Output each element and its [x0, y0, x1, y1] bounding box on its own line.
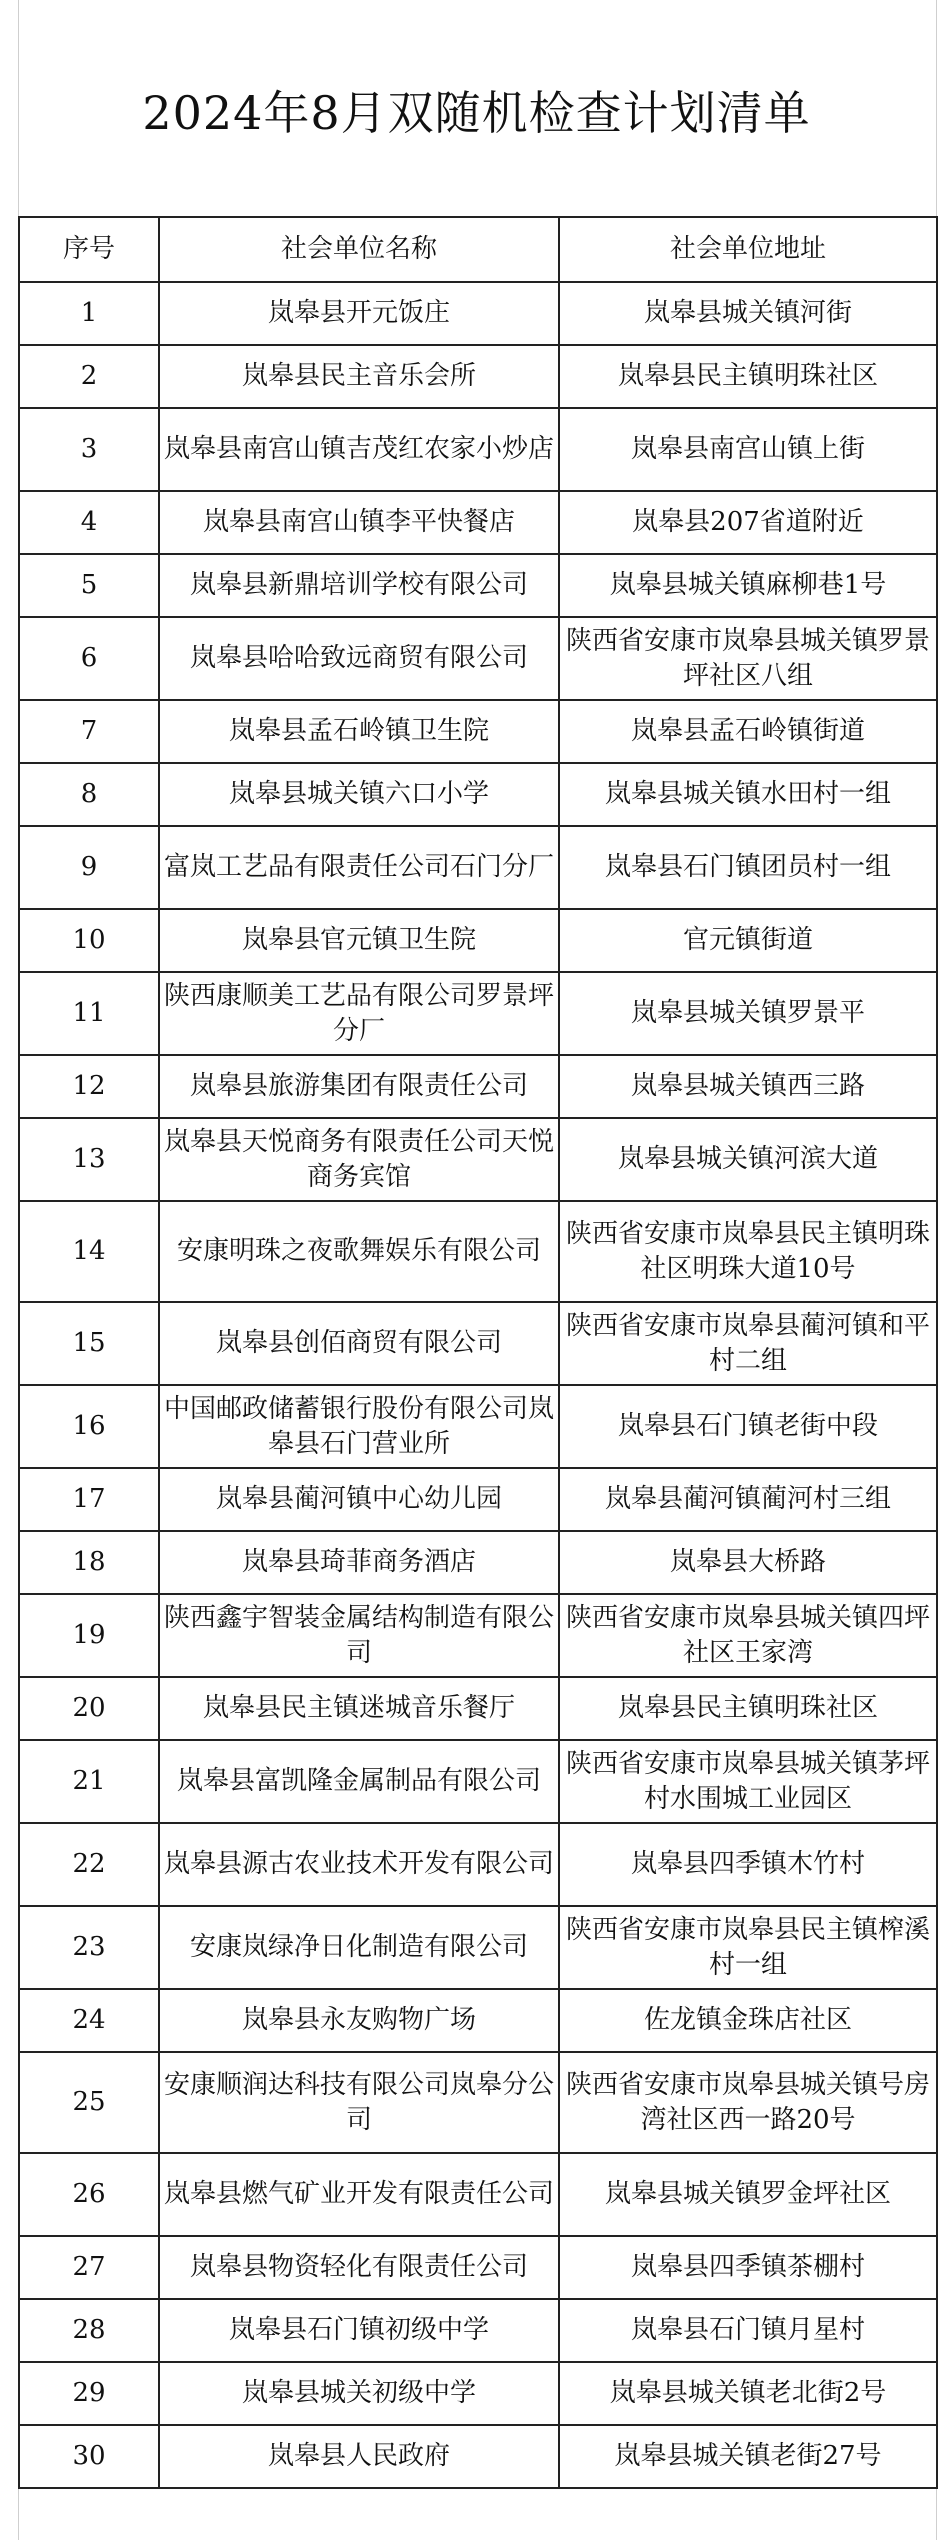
- cell-unit-name: 岚皋县城关镇六口小学: [159, 763, 559, 826]
- cell-unit-name: 岚皋县官元镇卫生院: [159, 909, 559, 972]
- cell-serial-number: 13: [19, 1118, 159, 1201]
- cell-unit-address: 岚皋县城关镇罗金坪社区: [559, 2153, 937, 2236]
- cell-serial-number: 16: [19, 1385, 159, 1468]
- cell-serial-number: 29: [19, 2362, 159, 2425]
- cell-unit-address: 陕西省安康市岚皋县城关镇四坪社区王家湾: [559, 1594, 937, 1677]
- cell-unit-address: 岚皋县四季镇茶棚村: [559, 2236, 937, 2299]
- table-row: [19, 1740, 937, 1823]
- table-row: [19, 408, 937, 491]
- cell-serial-number: 14: [19, 1201, 159, 1302]
- header-serial-number: 序号: [19, 217, 159, 282]
- cell-serial-number: 23: [19, 1906, 159, 1989]
- cell-serial-number: 7: [19, 700, 159, 763]
- table-body: [19, 282, 937, 2488]
- table-row: [19, 1201, 937, 1302]
- table-row: [19, 1468, 937, 1531]
- cell-unit-name: 岚皋县新鼎培训学校有限公司: [159, 554, 559, 617]
- cell-unit-address: 岚皋县孟石岭镇街道: [559, 700, 937, 763]
- inspection-plan-table: [18, 216, 938, 2489]
- cell-unit-name: 岚皋县石门镇初级中学: [159, 2299, 559, 2362]
- cell-unit-address: 岚皋县城关镇水田村一组: [559, 763, 937, 826]
- cell-unit-address: 官元镇街道: [559, 909, 937, 972]
- table-row: [19, 617, 937, 700]
- cell-unit-address: 岚皋县城关镇老北街2号: [559, 2362, 937, 2425]
- cell-serial-number: 27: [19, 2236, 159, 2299]
- table-row: [19, 763, 937, 826]
- cell-serial-number: 4: [19, 491, 159, 554]
- cell-unit-address: 岚皋县南宫山镇上街: [559, 408, 937, 491]
- cell-serial-number: 26: [19, 2153, 159, 2236]
- cell-serial-number: 6: [19, 617, 159, 700]
- cell-serial-number: 12: [19, 1055, 159, 1118]
- cell-unit-name: 岚皋县物资轻化有限责任公司: [159, 2236, 559, 2299]
- cell-unit-address: 岚皋县城关镇麻柳巷1号: [559, 554, 937, 617]
- cell-serial-number: 20: [19, 1677, 159, 1740]
- cell-unit-address: 岚皋县民主镇明珠社区: [559, 345, 937, 408]
- cell-unit-address: 陕西省安康市岚皋县城关镇罗景坪社区八组: [559, 617, 937, 700]
- cell-unit-address: 岚皋县石门镇老街中段: [559, 1385, 937, 1468]
- cell-unit-name: 富岚工艺品有限责任公司石门分厂: [159, 826, 559, 909]
- cell-serial-number: 9: [19, 826, 159, 909]
- cell-unit-address: 岚皋县城关镇老街27号: [559, 2425, 937, 2488]
- table-row: [19, 1594, 937, 1677]
- cell-unit-address: 岚皋县城关镇罗景平: [559, 972, 937, 1055]
- cell-unit-name: 岚皋县蔺河镇中心幼儿园: [159, 1468, 559, 1531]
- cell-unit-name: 岚皋县哈哈致远商贸有限公司: [159, 617, 559, 700]
- table-row: [19, 1989, 937, 2052]
- cell-serial-number: 22: [19, 1823, 159, 1906]
- cell-unit-name: 岚皋县孟石岭镇卫生院: [159, 700, 559, 763]
- cell-unit-name: 岚皋县开元饭庄: [159, 282, 559, 345]
- cell-unit-name: 岚皋县城关初级中学: [159, 2362, 559, 2425]
- table-row: [19, 909, 937, 972]
- cell-unit-name: 岚皋县人民政府: [159, 2425, 559, 2488]
- table-row: [19, 345, 937, 408]
- page-title: 2024年8月双随机检查计划清单: [142, 86, 811, 140]
- cell-serial-number: 5: [19, 554, 159, 617]
- cell-unit-name: 岚皋县燃气矿业开发有限责任公司: [159, 2153, 559, 2236]
- cell-serial-number: 1: [19, 282, 159, 345]
- cell-unit-address: 岚皋县蔺河镇蔺河村三组: [559, 1468, 937, 1531]
- table-row: [19, 700, 937, 763]
- cell-unit-address: 陕西省安康市岚皋县城关镇号房湾社区西一路20号: [559, 2052, 937, 2153]
- cell-unit-name: 岚皋县永友购物广场: [159, 1989, 559, 2052]
- cell-unit-name: 安康顺润达科技有限公司岚皋分公司: [159, 2052, 559, 2153]
- cell-serial-number: 10: [19, 909, 159, 972]
- cell-unit-address: 岚皋县四季镇木竹村: [559, 1823, 937, 1906]
- table-row: [19, 2362, 937, 2425]
- table-row: [19, 1302, 937, 1385]
- cell-unit-address: 岚皋县大桥路: [559, 1531, 937, 1594]
- cell-unit-address: 岚皋县石门镇月星村: [559, 2299, 937, 2362]
- cell-unit-name: 岚皋县源古农业技术开发有限公司: [159, 1823, 559, 1906]
- cell-serial-number: 2: [19, 345, 159, 408]
- cell-unit-name: 岚皋县创佰商贸有限公司: [159, 1302, 559, 1385]
- cell-serial-number: 30: [19, 2425, 159, 2488]
- cell-unit-name: 岚皋县民主镇迷城音乐餐厅: [159, 1677, 559, 1740]
- table-row: [19, 972, 937, 1055]
- cell-unit-address: 陕西省安康市岚皋县城关镇茅坪村水围城工业园区: [559, 1740, 937, 1823]
- table-row: [19, 554, 937, 617]
- table-row: [19, 1906, 937, 1989]
- cell-unit-name: 岚皋县民主音乐会所: [159, 345, 559, 408]
- cell-unit-address: 岚皋县城关镇河街: [559, 282, 937, 345]
- cell-unit-name: 岚皋县旅游集团有限责任公司: [159, 1055, 559, 1118]
- cell-unit-name: 岚皋县琦菲商务酒店: [159, 1531, 559, 1594]
- table-row: [19, 2299, 937, 2362]
- cell-unit-address: 岚皋县城关镇西三路: [559, 1055, 937, 1118]
- table-row: [19, 491, 937, 554]
- table-row: [19, 1118, 937, 1201]
- cell-serial-number: 25: [19, 2052, 159, 2153]
- cell-serial-number: 28: [19, 2299, 159, 2362]
- table-row: [19, 1055, 937, 1118]
- cell-unit-name: 安康明珠之夜歌舞娱乐有限公司: [159, 1201, 559, 1302]
- cell-unit-address: 陕西省安康市岚皋县蔺河镇和平村二组: [559, 1302, 937, 1385]
- cell-unit-address: 陕西省安康市岚皋县民主镇榨溪村一组: [559, 1906, 937, 1989]
- cell-unit-address: 岚皋县民主镇明珠社区: [559, 1677, 937, 1740]
- cell-unit-name: 安康岚绿净日化制造有限公司: [159, 1906, 559, 1989]
- cell-unit-name: 陕西鑫宇智装金属结构制造有限公司: [159, 1594, 559, 1677]
- cell-serial-number: 17: [19, 1468, 159, 1531]
- table-row: [19, 2153, 937, 2236]
- table-row: [19, 1531, 937, 1594]
- cell-unit-name: 岚皋县富凯隆金属制品有限公司: [159, 1740, 559, 1823]
- cell-serial-number: 24: [19, 1989, 159, 2052]
- cell-serial-number: 3: [19, 408, 159, 491]
- table-row: [19, 2425, 937, 2488]
- cell-serial-number: 18: [19, 1531, 159, 1594]
- cell-unit-name: 岚皋县天悦商务有限责任公司天悦商务宾馆: [159, 1118, 559, 1201]
- cell-unit-name: 岚皋县南宫山镇吉茂红农家小炒店: [159, 408, 559, 491]
- cell-unit-address: 岚皋县石门镇团员村一组: [559, 826, 937, 909]
- table-row: [19, 1385, 937, 1468]
- table-row: [19, 2236, 937, 2299]
- cell-serial-number: 11: [19, 972, 159, 1055]
- cell-unit-name: 陕西康顺美工艺品有限公司罗景坪分厂: [159, 972, 559, 1055]
- cell-serial-number: 8: [19, 763, 159, 826]
- header-unit-name: 社会单位名称: [159, 217, 559, 282]
- header-unit-address: 社会单位地址: [559, 217, 937, 282]
- cell-serial-number: 15: [19, 1302, 159, 1385]
- cell-unit-address: 岚皋县207省道附近: [559, 491, 937, 554]
- table-row: [19, 1823, 937, 1906]
- cell-unit-address: 陕西省安康市岚皋县民主镇明珠社区明珠大道10号: [559, 1201, 937, 1302]
- cell-unit-name: 中国邮政储蓄银行股份有限公司岚皋县石门营业所: [159, 1385, 559, 1468]
- cell-unit-address: 佐龙镇金珠店社区: [559, 1989, 937, 2052]
- header-row: [19, 217, 937, 282]
- table-row: [19, 826, 937, 909]
- cell-serial-number: 19: [19, 1594, 159, 1677]
- cell-unit-address: 岚皋县城关镇河滨大道: [559, 1118, 937, 1201]
- cell-serial-number: 21: [19, 1740, 159, 1823]
- table-row: [19, 2052, 937, 2153]
- cell-unit-name: 岚皋县南宫山镇李平快餐店: [159, 491, 559, 554]
- table-row: [19, 1677, 937, 1740]
- table-row: [19, 282, 937, 345]
